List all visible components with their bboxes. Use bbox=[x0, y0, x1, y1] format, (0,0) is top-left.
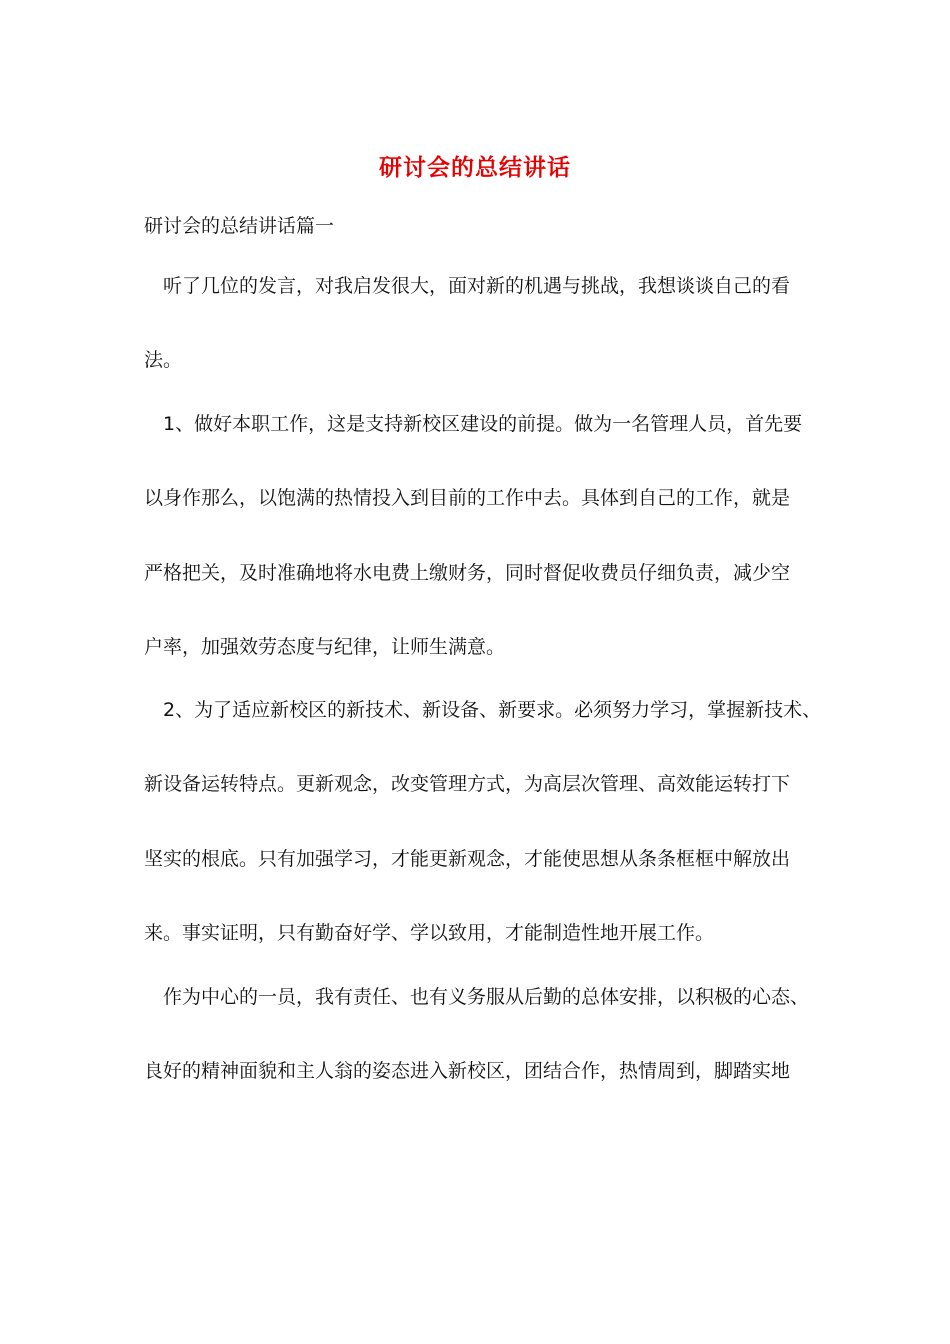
paragraph-line: 作为中心的一员，我有责任、也有义务服从后勤的总体安排，以积极的心态、 bbox=[163, 986, 810, 1008]
paragraph-line: 良好的精神面貌和主人翁的姿态进入新校区，团结合作，热情周到，脚踏实地 bbox=[144, 1060, 791, 1082]
paragraph-line: 法。 bbox=[144, 349, 183, 371]
paragraph-line: 严格把关，及时准确地将水电费上缴财务，同时督促收费员仔细负责，减少空 bbox=[144, 562, 791, 584]
paragraph-line: 户率，加强效劳态度与纪律，让师生满意。 bbox=[144, 636, 506, 658]
paragraph-line: 以身作那么，以饱满的热情投入到目前的工作中去。具体到自己的工作，就是 bbox=[144, 487, 791, 509]
paragraph-line: 来。事实证明，只有勤奋好学、学以致用，才能制造性地开展工作。 bbox=[144, 922, 715, 944]
paragraph-line: 听了几位的发言，对我启发很大，面对新的机遇与挑战，我想谈谈自己的看 bbox=[163, 275, 791, 297]
section-heading: 研讨会的总结讲话篇一 bbox=[144, 215, 335, 237]
paragraph-line: 新设备运转特点。更新观念，改变管理方式，为高层次管理、高效能运转打下 bbox=[144, 773, 791, 795]
paragraph-line: 坚实的根底。只有加强学习，才能更新观念，才能使思想从条条框框中解放出 bbox=[144, 848, 791, 870]
paragraph-line: 2、为了适应新校区的新技术、新设备、新要求。必须努力学习，掌握新技术、 bbox=[163, 699, 822, 721]
document-title: 研讨会的总结讲话 bbox=[379, 155, 571, 181]
paragraph-line: 1、做好本职工作，这是支持新校区建设的前提。做为一名管理人员，首先要 bbox=[163, 413, 803, 435]
